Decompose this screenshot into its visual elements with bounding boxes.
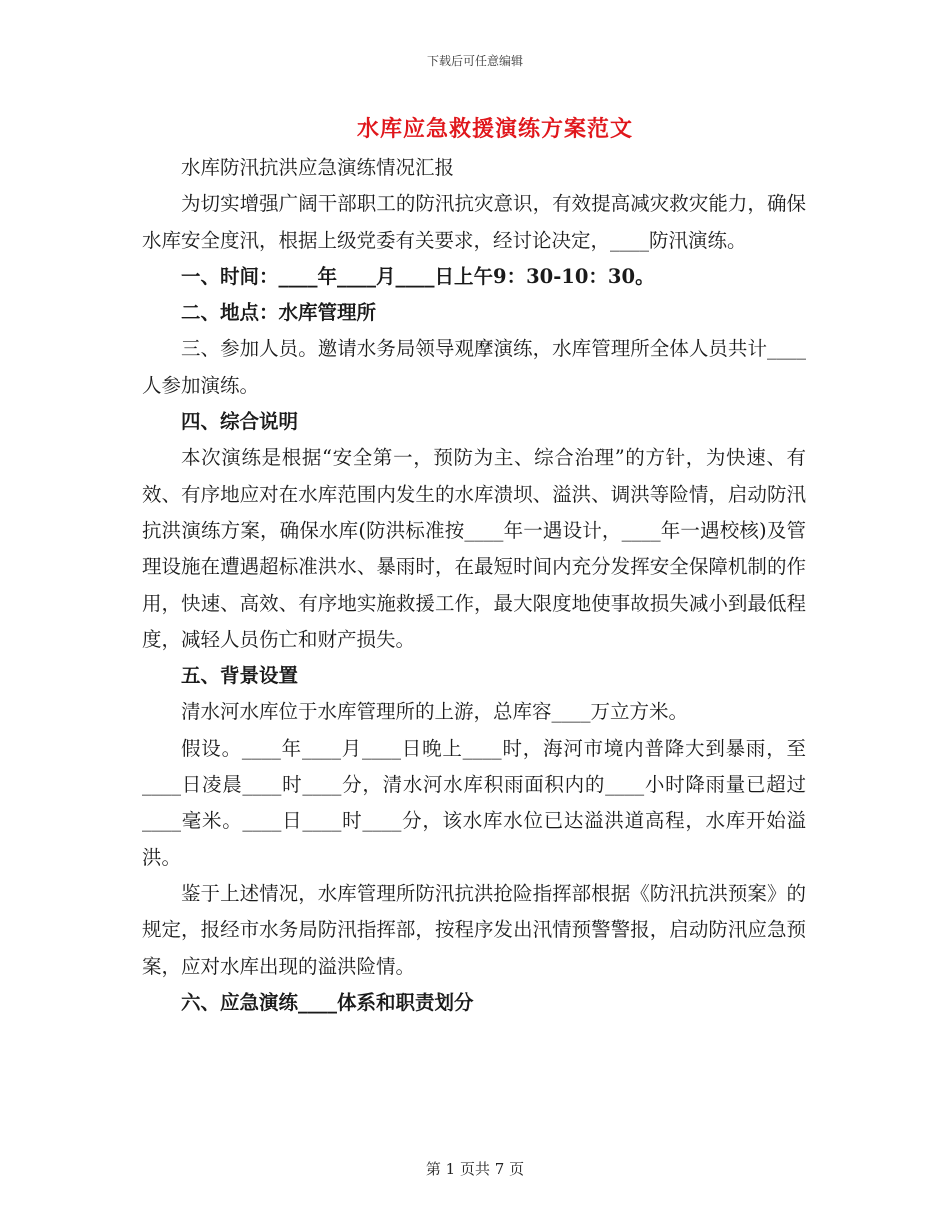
paragraph: 本次演练是根据“安全第一，预防为主、综合治理”的方针，为快速、有效、有序地应对在水库范围内发生的水库溃坝、溢洪、调洪等险情，启动防汛抗洪演练方案，确保水库(防洪标准按____年一遇设计，____年一遇校核)及管理设施在遭遇超标准洪水、暴雨时，在最短时间内充分发挥安全保障机制的作用，快速、高效、有序地实施救援工作，最大限度地使事故损失减小到最低程度，减轻人员伤亡和财产损失。 xyxy=(142,446,806,651)
paragraph: 水库防汛抗洪应急演练情况汇报 xyxy=(181,156,455,179)
paragraph: 三、参加人员。邀请水务局领导观摩演练，水库管理所全体人员共计____人参加演练。 xyxy=(142,337,806,397)
section-heading: 二、地点：水库管理所 xyxy=(181,301,377,325)
document-title: 水库应急救援演练方案范文 xyxy=(356,116,633,142)
page-number: 第 1 页共 7 页 xyxy=(425,1160,525,1178)
paragraph: 假设。____年____月____日晚上____时，海河市境内普降大到暴雨，至____日凌晨____时____分，清水河水库积雨面积内的____小时降雨量已超过____毫米。____日____时____分，该水库水位已达溢洪道高程，水库开始溢洪。 xyxy=(142,736,806,869)
paragraph: 为切实增强广阔干部职工的防汛抗灾意识，有效提高减灾救灾能力，确保水库安全度汛，根据上级党委有关要求，经讨论决定，____防汛演练。 xyxy=(142,192,806,252)
paragraph: 鉴于上述情况，水库管理所防汛抗洪抢险指挥部根据《防汛抗洪预案》的规定，报经市水务局防汛指挥部，按程序发出汛情预警警报，启动防汛应急预案，应对水库出现的溢洪险情。 xyxy=(142,881,806,978)
paragraph: 清水河水库位于水库管理所的上游，总库容____万立方米。 xyxy=(181,700,689,724)
section-heading: 六、应急演练____体系和职责划分 xyxy=(181,990,474,1014)
section-heading: 一、时间：____年____月____日上午9：30-10：30。 xyxy=(181,264,655,288)
header-note: 下载后可任意编辑 xyxy=(426,54,523,68)
section-heading: 四、综合说明 xyxy=(181,410,299,434)
section-heading: 五、背景设置 xyxy=(181,664,299,688)
document-body xyxy=(142,150,806,1021)
